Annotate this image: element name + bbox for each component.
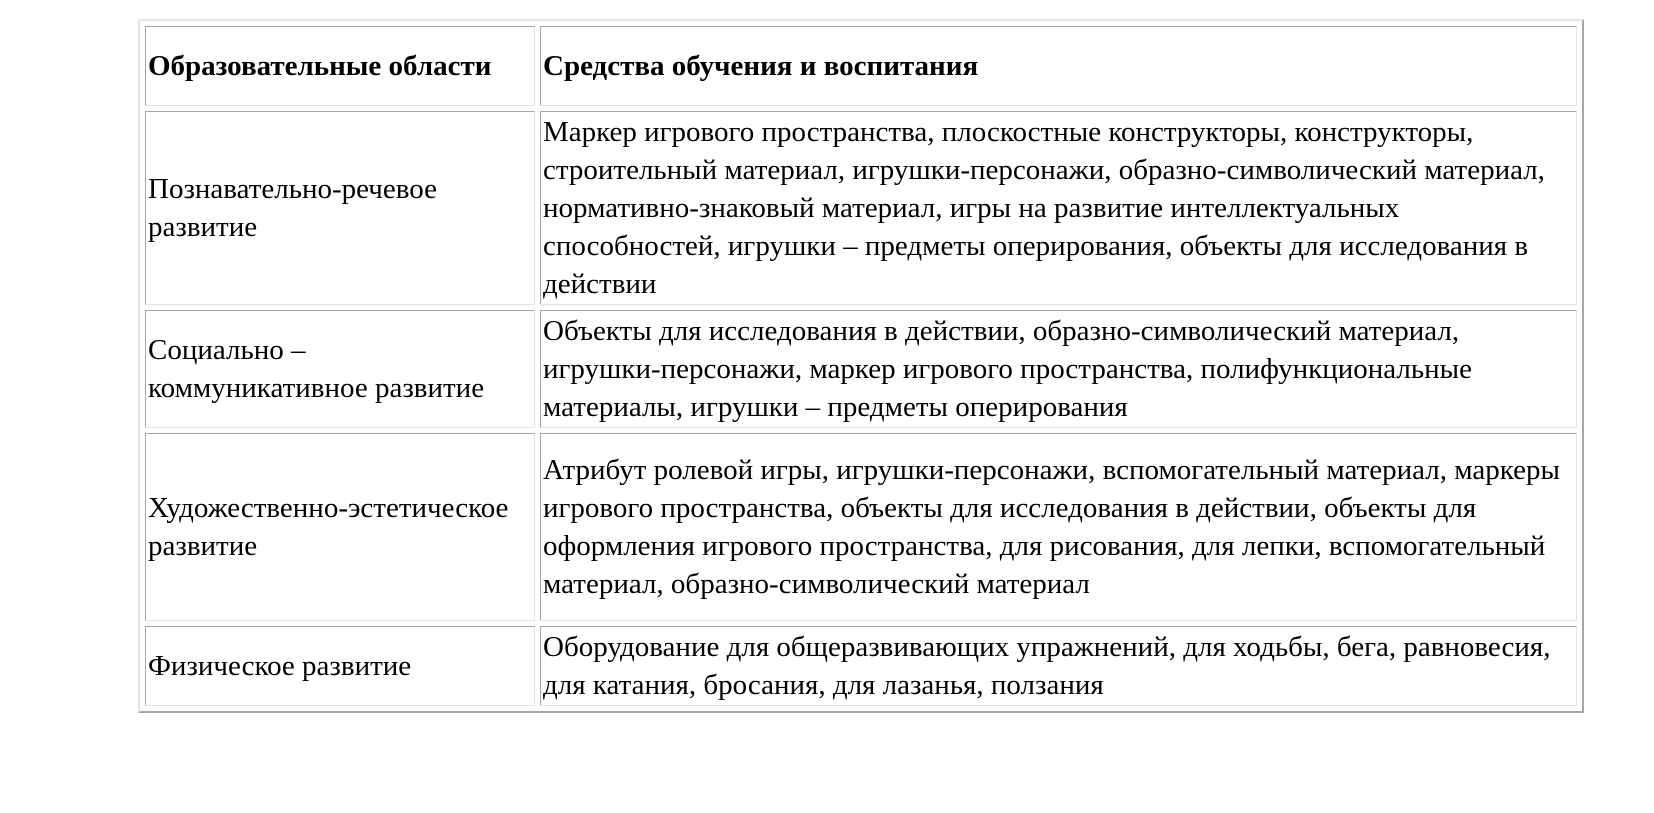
cell-means: Объекты для исследования в действии, образно-символический материал, игрушки-персонажи, маркер игрового пространства, полифункциональные материалы, игрушки – предметы оперирования [540,310,1577,428]
table-row [145,111,1577,305]
cell-area: Художественно-эстетическое развитие [145,433,535,621]
cell-means: Атрибут ролевой игры, игрушки-персонажи, вспомогательный материал, маркеры игрового пространства, объекты для исследования в действии, объекты для оформления игрового пространства, для рисования, для лепки, вспомогательный материал, образно-символический материал [540,433,1577,621]
document-table-container [138,19,1584,713]
education-areas-table [138,19,1584,713]
cell-area: Социально – коммуникативное развитие [145,310,535,428]
cell-means: Оборудование для общеразвивающих упражнений, для ходьбы, бега, равновесия, для катания, бросания, для лазанья, ползания [540,626,1577,706]
cell-area: Физическое развитие [145,626,535,706]
header-cell-area: Образовательные области [145,26,535,106]
cell-area: Познавательно-речевое развитие [145,111,535,305]
header-cell-means: Средства обучения и воспитания [540,26,1577,106]
table-row [145,433,1577,621]
table-row [145,626,1577,706]
table-row [145,310,1577,428]
cell-means: Маркер игрового пространства, плоскостные конструкторы, конструкторы, строительный материал, игрушки-персонажи, образно-символический материал, нормативно-знаковый материал, игры на развитие интеллектуальных способностей, игрушки – предметы оперирования, объекты для исследования в действии [540,111,1577,305]
table-header-row [145,26,1577,106]
